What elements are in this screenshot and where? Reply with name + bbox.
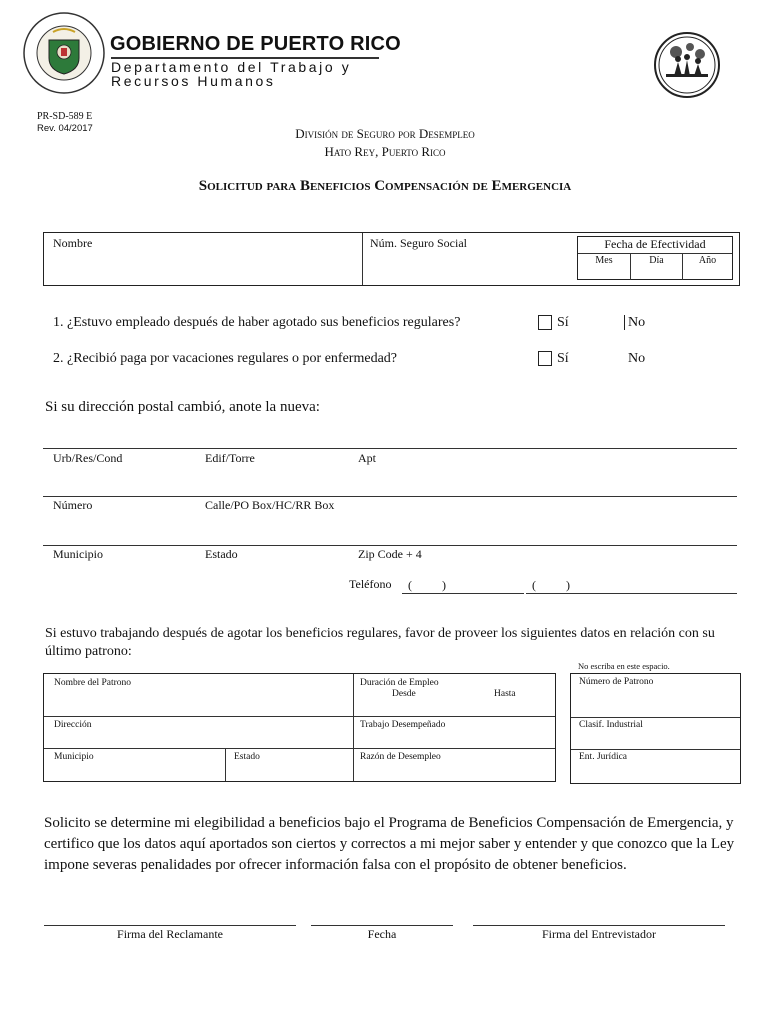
q1-no-label: No: [628, 315, 646, 330]
q1-yes-checkbox[interactable]: [538, 315, 552, 330]
dept-line-2: Recursos Humanos: [111, 73, 276, 89]
year-field[interactable]: Año: [698, 255, 717, 266]
form-code: PR-SD-589 E: [37, 111, 93, 122]
address-heading: Si su dirección postal cambió, anote la nueva:: [45, 399, 320, 415]
estado-field[interactable]: Estado: [205, 547, 238, 561]
q2-no-label: No: [628, 351, 646, 366]
effective-date-label: Fecha de Efectividad: [604, 237, 706, 251]
phone-field-1[interactable]: ( ): [402, 578, 524, 594]
employer-estado-field[interactable]: Estado: [234, 752, 260, 762]
job-performed-field[interactable]: Trabajo Desempeñado: [360, 720, 446, 730]
division-line-1: División de Seguro por Desempleo: [295, 126, 475, 141]
division-line-2: Hato Rey, Puerto Rico: [324, 144, 446, 159]
from-date-field[interactable]: Desde: [392, 689, 416, 699]
form-title: Solicitud para Beneficios Compensación de Emergencia: [198, 178, 572, 194]
urb-field[interactable]: Urb/Res/Cond: [53, 451, 123, 465]
date-signature-line[interactable]: [311, 925, 453, 926]
edif-field[interactable]: Edif/Torre: [205, 451, 255, 465]
name-label: Nombre: [53, 236, 93, 250]
apt-field[interactable]: Apt: [358, 451, 376, 465]
calle-field[interactable]: Calle/PO Box/HC/RR Box: [205, 498, 335, 512]
dept-line-1: Departamento del Trabajo y: [111, 59, 352, 75]
question-2: 2. ¿Recibió paga por vacaciones regulares o por enfermedad?: [53, 351, 398, 366]
employer-heading: Si estuvo trabajando después de agotar los beneficios regulares, favor de proveer los siguientes datos en relación con su último patrono:: [45, 626, 715, 659]
q2-yes-checkbox[interactable]: [538, 351, 552, 366]
date-signature-label: Fecha: [367, 927, 397, 941]
gov-title: GOBIERNO DE PUERTO RICO: [110, 33, 401, 55]
employer-address-field[interactable]: Dirección: [54, 720, 92, 730]
employer-municipio-field[interactable]: Municipio: [54, 752, 94, 762]
ssn-label: Núm. Seguro Social: [370, 236, 467, 250]
question-1: 1. ¿Estuvo empleado después de haber agotado sus beneficios regulares?: [53, 315, 461, 330]
numero-field[interactable]: Número: [53, 498, 93, 512]
employment-duration-label: Duración de Empleo: [360, 678, 439, 688]
legal-entity-field: Ent. Jurídica: [579, 752, 628, 762]
municipio-field[interactable]: Municipio: [53, 547, 103, 561]
to-date-field[interactable]: Hasta: [494, 689, 516, 699]
q2-yes-label: Sí: [557, 351, 569, 366]
interviewer-signature-label: Firma del Entrevistador: [542, 927, 656, 941]
q1-yes-label: Sí: [557, 315, 569, 330]
employer-box: [43, 673, 556, 782]
interviewer-signature-line[interactable]: [473, 925, 725, 926]
certification-text: Solicito se determine mi elegibilidad a beneficios bajo el Programa de Beneficios Compensación de Emergencia, y certifico que los datos aquí aportados son ciertos y correctos a mi mejor saber y entender y que conozco que la Ley impone severas penalidades por ofrecer información falsa con el propósito de obtener beneficios.: [44, 815, 735, 873]
q1-no-checkbox[interactable]: [624, 315, 625, 330]
q2-no-checkbox[interactable]: [610, 351, 624, 366]
office-use-box: [570, 673, 741, 784]
claimant-signature-line[interactable]: [44, 925, 296, 926]
phone-field-2[interactable]: ( ): [526, 578, 737, 594]
phone-label: Teléfono: [349, 577, 392, 591]
industrial-class-field: Clasif. Industrial: [579, 720, 643, 730]
zip-field[interactable]: Zip Code + 4: [358, 547, 422, 561]
month-field[interactable]: Mes: [595, 255, 613, 266]
form-revision: Rev. 04/2017: [37, 123, 93, 134]
claimant-signature-label: Firma del Reclamante: [117, 927, 223, 941]
department-logo: [654, 32, 720, 98]
unemployment-reason-field[interactable]: Razón de Desempleo: [360, 752, 441, 762]
employer-number-field: Número de Patrono: [579, 677, 654, 687]
office-use-note: No escriba en este espacio.: [578, 661, 670, 671]
employer-name-field[interactable]: Nombre del Patrono: [54, 678, 132, 688]
effective-date-box: [577, 236, 733, 280]
government-seal: [23, 12, 105, 94]
day-field[interactable]: Día: [649, 255, 664, 266]
